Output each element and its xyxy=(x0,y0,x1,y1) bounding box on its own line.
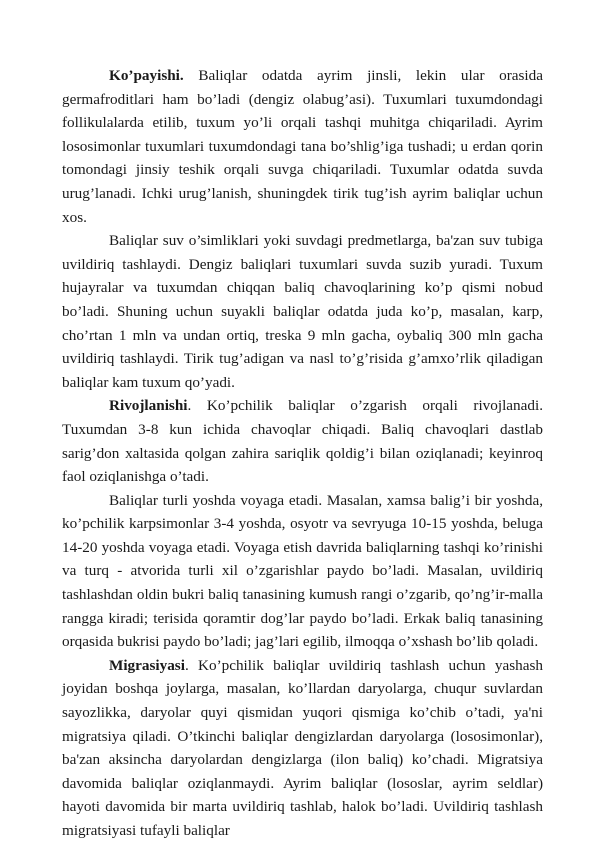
paragraph-maturity xyxy=(62,489,543,654)
heading-development: Rivojlanishi xyxy=(109,397,188,415)
heading-reproduction: Ko’payishi. xyxy=(109,67,184,84)
heading-migration: Migrasiyasi xyxy=(109,656,185,674)
paragraph-text: . Ko’pchilik baliqlar uvildiriq tashlash uchun yashash joyidan boshqa joylarga, masalan, ko’llardan daryolarga, chuqur suvlardan sayozlikka, daryolar quyi qismidan yuqori qismiga ko’chib o’tadi, ya'ni migratsiya qiladi. O’tkinchi baliqlar dengizlardan daryolarga (lososimonlar), ba'zan aksincha daryolardan dengizlarga (ilon baliq) ko’chadi. Migratsiya davomida baliqlar oziqlanmaydi. Ayrim baliqlar (lososlar, ayrim seldlar) hayoti davomida bir marta uvildiriq tashlab, halok bo’ladi. Uvildiriq tashlash migratsiyasi tufayli baliqlar xyxy=(62,656,543,839)
paragraph-spawning xyxy=(62,229,543,394)
paragraph-text: Baliqlar odatda ayrim jinsli, lekin ular orasida germafroditlari ham bo’ladi (dengiz olabug’asi). Tuxumlari tuxumdondagi follikulalarda etilib, tuxum yo’li orqali tashqi muhitga chiqariladi. Ayrim lososimonlar tuxumlari tuxumdondagi tana bo’shlig’iga tushadi; u erdan qorin tomondagi jinsiy teshik orqali suvga chiqariladi. Tuxumlar odatda suvda urug’lanadi. Ichki urug’lanish, shuningdek tirik tug’ish ayrim baliqlar uchun xos. xyxy=(62,67,543,226)
paragraph-reproduction xyxy=(62,64,543,229)
paragraph-development xyxy=(62,394,543,488)
paragraph-migration xyxy=(62,654,543,843)
paragraph-text: . Ko’pchilik baliqlar o’zgarish orqali rivojlanadi. Tuxumdan 3-8 kun ichida chavoqlar chiqadi. Baliq chavoqlari dastlab sarig’don xaltasida qolgan zahira sariqlik qoldig’i bilan oziqlanadi; keyinroq faol oziqlanishga o’tadi. xyxy=(62,397,543,486)
document-page xyxy=(62,64,543,843)
paragraph-text: Baliqlar turli yoshda voyaga etadi. Masalan, xamsa balig’i bir yoshda, ko’pchilik karpsimonlar 3-4 yoshda, osyotr va sevryuga 10-15 yoshda, beluga 14-20 yoshda voyaga etadi. Voyaga etish davrida baliqlarning tashqi ko’rinishi va turq - atvorida turli xil o’zgarishlar paydo bo’ladi. Masalan, uvildiriq tashlashdan oldin bukri baliq tanasining kumush rangi o’zgarib, qo’ng’ir-malla rangga kiradi; terisida qoramtir dog’lar paydo bo’ladi. Erkak baliq tanasining orqasida bukrisi paydo bo’ladi; jag’lari egilib, ilmoqqa o’xshash bo’lib qoladi. xyxy=(62,491,543,651)
paragraph-text: Baliqlar suv o’simliklari yoki suvdagi predmetlarga, ba'zan suv tubiga uvildiriq tashlaydi. Dengiz baliqlari tuxumlari suvda suzib yuradi. Tuxum hujayralar va tuxumdan chiqqan baliq chavoqlarining ko’p qismi nobud bo’ladi. Shuning uchun suyakli baliqlar odatda juda ko’p, masalan, karp, cho’rtan 1 mln va undan ortiq, treska 9 mln gacha, oybaliq 300 mln gacha uvildiriq tashlaydi. Tirik tug’adigan va nasl to’g’risida g’amxo’rlik qiladigan baliqlar kam tuxum qo’yadi. xyxy=(62,232,543,391)
